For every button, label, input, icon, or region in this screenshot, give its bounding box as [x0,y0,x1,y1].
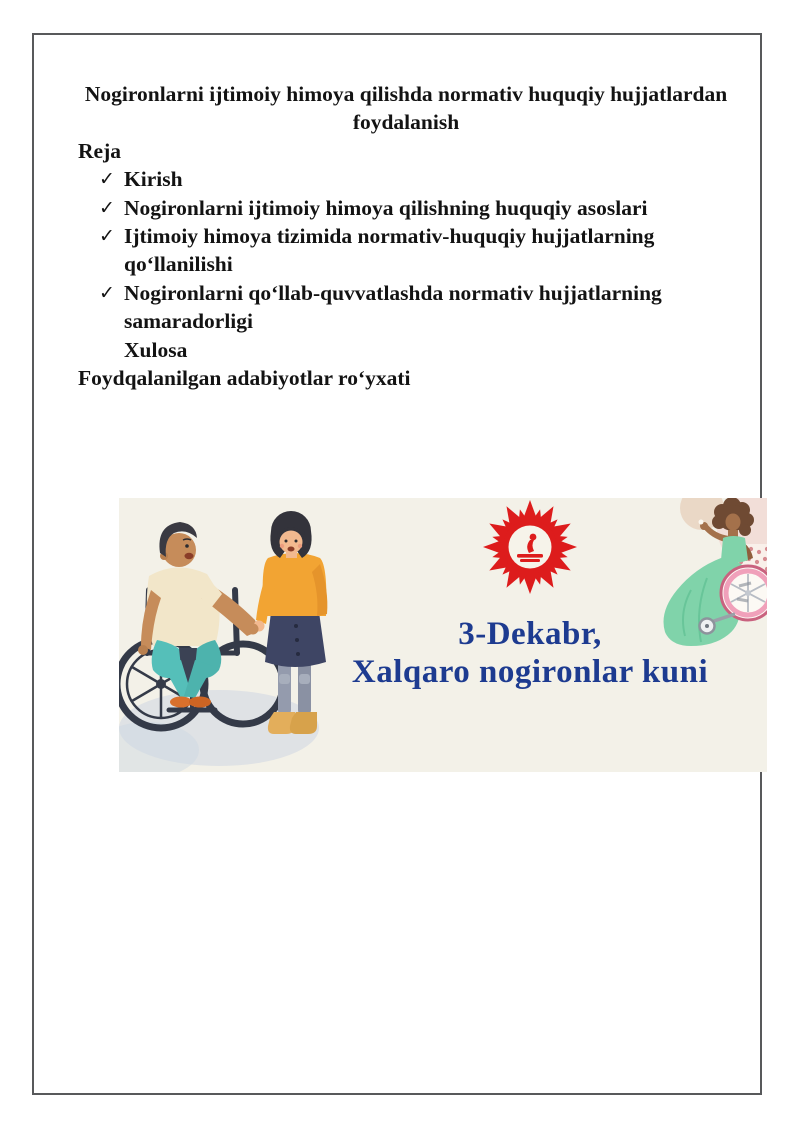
plan-item-samaradorligi [78,279,734,336]
plan-item-xulosa [78,336,734,364]
document-content [78,80,734,392]
plan-item-label: Ijtimoiy himoya tizimida normativ-huquqiy hujjatlarning qo‘llanilishi [124,224,655,277]
plan-list [78,165,734,364]
checkmark-icon: ✓ [99,196,115,219]
page-title: Nogironlarni ijtimoiy himoya qilishda normativ huquqiy hujjatlardan foydalanish [84,82,728,135]
plan-item-label: Xulosa [124,337,188,362]
checkmark-icon: ✓ [99,225,115,248]
checkmark-placeholder [78,336,124,364]
checkmark-icon: ✓ [99,281,115,304]
plan-item-label: Kirish [124,167,183,192]
sunburst-logo-icon [483,500,577,594]
checkmark-icon: ✓ [99,168,115,191]
banner-image [119,498,767,772]
page-border [32,33,762,1095]
plan-item-label: Nogironlarni qo‘llab-quvvatlashda normativ hujjatlarning samaradorligi [124,280,662,334]
plan-item-huquqiy-asoslari [78,194,734,222]
banner-caption [352,615,708,691]
banner-caption-line1: 3-Dekabr, [458,616,602,652]
plan-item-label: Nogironlarni ijtimoiy himoya qilishning huquqiy asoslari [124,195,648,220]
banner-caption-line2: Xalqaro nogironlar kuni [351,654,709,690]
man-figure [138,522,259,708]
plan-item-qollanilishi [78,222,734,279]
plan-item-kirish [78,165,734,193]
plan-heading: Reja [78,138,121,163]
bibliography-heading: Foydqalanilgan adabiyotlar ro‘yxati [78,366,411,391]
